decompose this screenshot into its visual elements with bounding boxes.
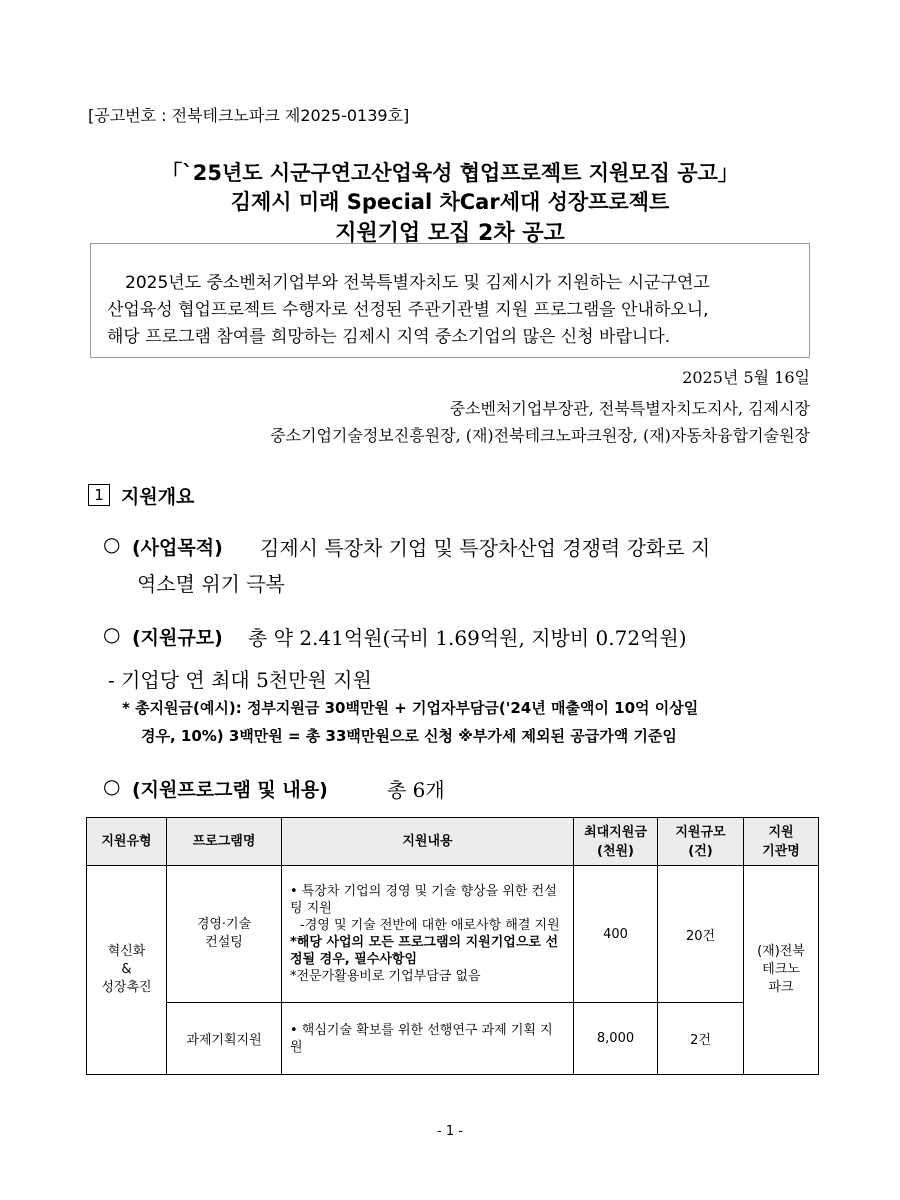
cell-max-amount: 8,000 bbox=[574, 1003, 658, 1075]
purpose-label: (사업목적) bbox=[132, 537, 223, 559]
cell-scale: 2건 bbox=[658, 1003, 744, 1075]
cell-max-amount: 400 bbox=[574, 866, 658, 1003]
header-type: 지원유형 bbox=[87, 818, 167, 866]
section-number-box: 1 bbox=[88, 484, 110, 506]
cell-content: • 핵심기술 확보를 위한 선행연구 과제 기획 지원 bbox=[282, 1003, 574, 1075]
program-label: (지원프로그램 및 내용) bbox=[132, 779, 328, 801]
bullet-circle: ○ bbox=[103, 774, 121, 798]
bullet-circle: ○ bbox=[103, 622, 121, 646]
cell-program: 과제기획지원 bbox=[167, 1003, 282, 1075]
title-line-1: 「`25년도 시군구연고산업육성 협업프로젝트 지원모집 공고」 bbox=[161, 161, 739, 185]
section-title: 지원개요 bbox=[121, 486, 195, 508]
note-line-1: * 총지원금(예시): 정부지원금 30백만원 + 기업자부담금('24년 매출액이 10억 이상일 bbox=[122, 699, 699, 717]
signatories-line-1: 중소벤처기업부장관, 전북특별자치도지사, 김제시장 bbox=[449, 399, 810, 418]
intro-line-3: 해당 프로그램 참여를 희망하는 김제시 지역 중소기업의 많은 신청 바랍니다. bbox=[107, 327, 671, 347]
scale-text: 총 약 2.41억원(국비 1.69억원, 지방비 0.72억원) bbox=[248, 626, 687, 650]
signatories-line-2: 중소기업기술정보진흥원장, (재)전북테크노파크원장, (재)자동차융합기술원장 bbox=[270, 426, 810, 445]
header-program: 프로그램명 bbox=[167, 818, 282, 866]
scale-label: (지원규모) bbox=[132, 627, 223, 649]
cell-org: (재)전북 테크노 파크 bbox=[744, 866, 819, 1075]
table-header-row bbox=[87, 818, 819, 866]
note-line-2: 경우, 10%) 3백만원 = 총 33백만원으로 신청 ※부가세 제외된 공급가액 기준임 bbox=[141, 727, 677, 745]
header-max-amount: 최대지원금 (천원) bbox=[574, 818, 658, 866]
intro-line-2: 산업육성 협업프로젝트 수행자로 선정된 주관기관별 지원 프로그램을 안내하오니, bbox=[107, 300, 709, 320]
notice-date: 2025년 5월 16일 bbox=[682, 368, 810, 387]
intro-line-1: 2025년도 중소벤처기업부와 전북특별자치도 및 김제시가 지원하는 시군구연고 bbox=[125, 273, 710, 293]
purpose-text: 김제시 특장차 기업 및 특장차산업 경쟁력 강화로 지 bbox=[260, 536, 711, 560]
program-count: 총 6개 bbox=[387, 778, 445, 802]
cell-scale: 20건 bbox=[658, 866, 744, 1003]
title-line-3: 지원기업 모집 2차 공고 bbox=[335, 221, 565, 246]
intro-box bbox=[90, 243, 810, 358]
header-scale: 지원규모 (건) bbox=[658, 818, 744, 866]
announcement-number: [공고번호 : 전북테크노파크 제2025-0139호] bbox=[88, 106, 410, 125]
cell-content: • 특장차 기업의 경영 및 기술 향상을 위한 컨설팅 지원 -경영 및 기술 전반에 대한 애로사항 해결 지원 *해당 사업의 모든 프로그램의 지원기업으로 선정될 경우, 필수사항임 *전문가활용비로 기업부담금 없음 bbox=[282, 866, 574, 1003]
cell-type: 혁신화 & 성장촉진 bbox=[87, 866, 167, 1075]
page-number: - 1 - bbox=[437, 1124, 463, 1139]
table-row bbox=[87, 1003, 819, 1075]
program-table bbox=[86, 817, 819, 1075]
header-content: 지원내용 bbox=[282, 818, 574, 866]
per-company-limit: - 기업당 연 최대 5천만원 지원 bbox=[108, 668, 372, 692]
purpose-text-cont: 역소멸 위기 극복 bbox=[137, 572, 285, 596]
bullet-circle: ○ bbox=[103, 532, 121, 556]
cell-program: 경영·기술 컨설팅 bbox=[167, 866, 282, 1003]
title-line-2: 김제시 미래 Special 차Car세대 성장프로젝트 bbox=[230, 190, 670, 214]
header-org: 지원 기관명 bbox=[744, 818, 819, 866]
table-row bbox=[87, 866, 819, 1003]
